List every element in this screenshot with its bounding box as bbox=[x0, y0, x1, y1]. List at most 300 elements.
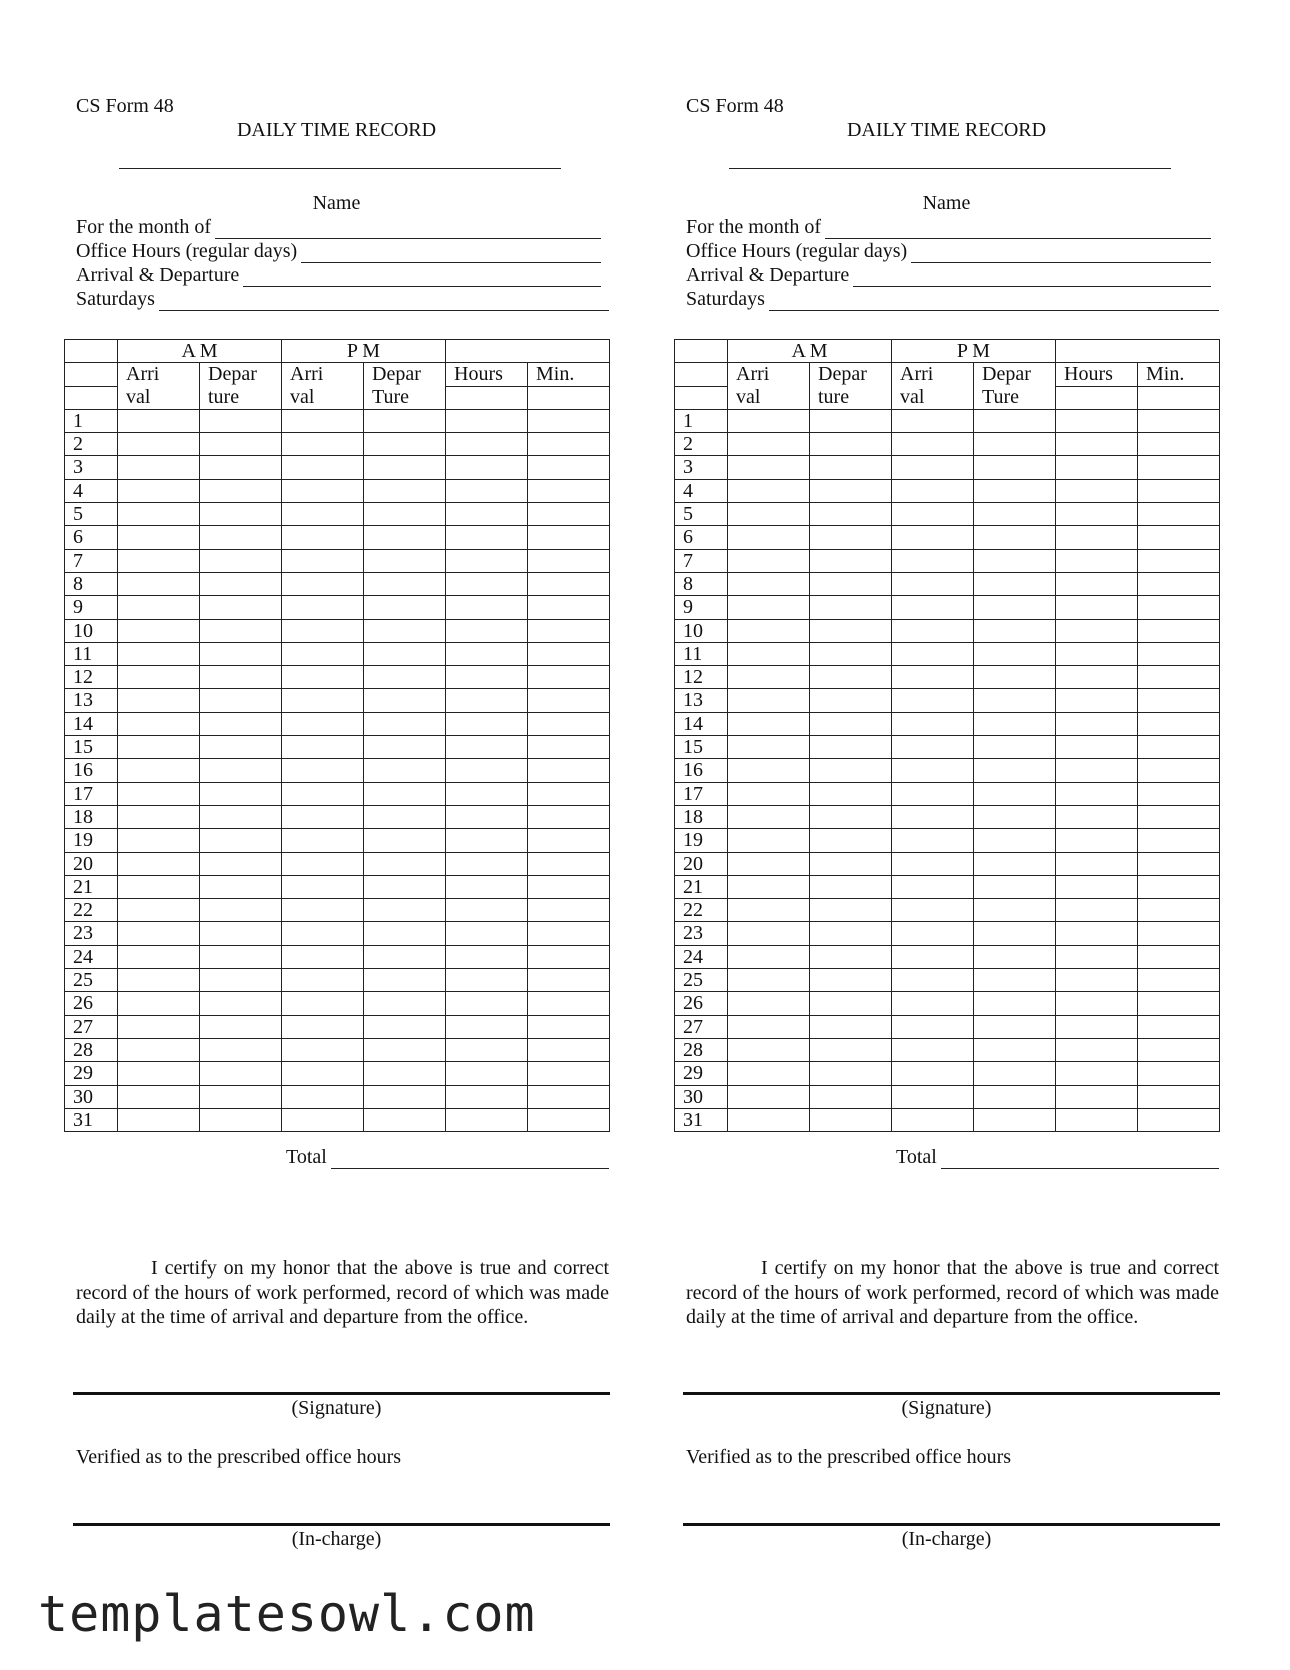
minutes-cell[interactable] bbox=[528, 666, 610, 689]
signature-line[interactable] bbox=[683, 1392, 1220, 1395]
pm-departure-cell[interactable] bbox=[364, 433, 446, 456]
pm-departure-cell[interactable] bbox=[974, 1038, 1056, 1061]
am-departure-cell[interactable] bbox=[810, 805, 892, 828]
hours-cell[interactable] bbox=[1056, 736, 1138, 759]
am-departure-cell[interactable] bbox=[810, 503, 892, 526]
pm-departure-cell[interactable] bbox=[974, 526, 1056, 549]
pm-arrival-cell[interactable] bbox=[282, 922, 364, 945]
am-arrival-cell[interactable] bbox=[118, 1108, 200, 1131]
hours-cell[interactable] bbox=[446, 829, 528, 852]
hours-cell[interactable] bbox=[446, 922, 528, 945]
pm-departure-cell[interactable] bbox=[974, 456, 1056, 479]
hours-cell[interactable] bbox=[446, 759, 528, 782]
am-arrival-cell[interactable] bbox=[118, 899, 200, 922]
am-arrival-cell[interactable] bbox=[118, 805, 200, 828]
pm-departure-cell[interactable] bbox=[364, 1015, 446, 1038]
am-arrival-cell[interactable] bbox=[118, 619, 200, 642]
am-departure-cell[interactable] bbox=[810, 829, 892, 852]
pm-departure-cell[interactable] bbox=[974, 1015, 1056, 1038]
minutes-cell[interactable] bbox=[1138, 805, 1220, 828]
hours-cell[interactable] bbox=[446, 1062, 528, 1085]
am-arrival-cell[interactable] bbox=[728, 479, 810, 502]
hours-cell[interactable] bbox=[446, 409, 528, 432]
minutes-cell[interactable] bbox=[528, 899, 610, 922]
minutes-cell[interactable] bbox=[1138, 899, 1220, 922]
am-arrival-cell[interactable] bbox=[728, 969, 810, 992]
am-arrival-cell[interactable] bbox=[118, 456, 200, 479]
pm-arrival-cell[interactable] bbox=[282, 805, 364, 828]
am-departure-cell[interactable] bbox=[810, 666, 892, 689]
am-arrival-cell[interactable] bbox=[728, 619, 810, 642]
pm-departure-cell[interactable] bbox=[974, 875, 1056, 898]
pm-arrival-cell[interactable] bbox=[892, 922, 974, 945]
am-departure-cell[interactable] bbox=[200, 759, 282, 782]
pm-arrival-cell[interactable] bbox=[282, 1038, 364, 1061]
am-departure-cell[interactable] bbox=[200, 1015, 282, 1038]
pm-departure-cell[interactable] bbox=[974, 549, 1056, 572]
hours-cell[interactable] bbox=[446, 1015, 528, 1038]
am-departure-cell[interactable] bbox=[200, 969, 282, 992]
pm-departure-cell[interactable] bbox=[364, 503, 446, 526]
pm-arrival-cell[interactable] bbox=[892, 736, 974, 759]
am-arrival-cell[interactable] bbox=[728, 1108, 810, 1131]
hours-cell[interactable] bbox=[446, 899, 528, 922]
am-arrival-cell[interactable] bbox=[728, 899, 810, 922]
hours-cell[interactable] bbox=[1056, 456, 1138, 479]
am-departure-cell[interactable] bbox=[200, 572, 282, 595]
hours-cell[interactable] bbox=[1056, 619, 1138, 642]
am-departure-cell[interactable] bbox=[810, 782, 892, 805]
pm-arrival-cell[interactable] bbox=[892, 1062, 974, 1085]
minutes-cell[interactable] bbox=[528, 619, 610, 642]
pm-arrival-cell[interactable] bbox=[892, 1015, 974, 1038]
hours-cell[interactable] bbox=[1056, 759, 1138, 782]
am-departure-cell[interactable] bbox=[200, 945, 282, 968]
am-departure-cell[interactable] bbox=[200, 875, 282, 898]
pm-arrival-cell[interactable] bbox=[282, 503, 364, 526]
pm-departure-cell[interactable] bbox=[364, 526, 446, 549]
pm-arrival-cell[interactable] bbox=[892, 899, 974, 922]
minutes-cell[interactable] bbox=[1138, 456, 1220, 479]
pm-arrival-cell[interactable] bbox=[282, 852, 364, 875]
hours-cell[interactable] bbox=[446, 689, 528, 712]
am-departure-cell[interactable] bbox=[200, 619, 282, 642]
pm-arrival-cell[interactable] bbox=[282, 945, 364, 968]
am-departure-cell[interactable] bbox=[200, 1108, 282, 1131]
pm-arrival-cell[interactable] bbox=[892, 1108, 974, 1131]
am-arrival-cell[interactable] bbox=[728, 572, 810, 595]
am-arrival-cell[interactable] bbox=[118, 1062, 200, 1085]
pm-arrival-cell[interactable] bbox=[892, 805, 974, 828]
pm-departure-cell[interactable] bbox=[974, 409, 1056, 432]
pm-departure-cell[interactable] bbox=[364, 619, 446, 642]
pm-arrival-cell[interactable] bbox=[282, 992, 364, 1015]
pm-departure-cell[interactable] bbox=[364, 736, 446, 759]
am-departure-cell[interactable] bbox=[810, 433, 892, 456]
am-departure-cell[interactable] bbox=[810, 1108, 892, 1131]
am-arrival-cell[interactable] bbox=[118, 969, 200, 992]
minutes-cell[interactable] bbox=[528, 1085, 610, 1108]
am-departure-cell[interactable] bbox=[200, 689, 282, 712]
pm-arrival-cell[interactable] bbox=[282, 736, 364, 759]
pm-arrival-cell[interactable] bbox=[892, 969, 974, 992]
minutes-cell[interactable] bbox=[528, 1062, 610, 1085]
hours-cell[interactable] bbox=[446, 479, 528, 502]
hours-cell[interactable] bbox=[1056, 1085, 1138, 1108]
pm-departure-cell[interactable] bbox=[974, 829, 1056, 852]
minutes-cell[interactable] bbox=[1138, 1038, 1220, 1061]
pm-arrival-cell[interactable] bbox=[892, 549, 974, 572]
pm-departure-cell[interactable] bbox=[364, 1085, 446, 1108]
name-field[interactable] bbox=[119, 168, 561, 169]
am-departure-cell[interactable] bbox=[810, 759, 892, 782]
am-departure-cell[interactable] bbox=[810, 596, 892, 619]
hours-cell[interactable] bbox=[446, 805, 528, 828]
pm-departure-cell[interactable] bbox=[974, 1062, 1056, 1085]
pm-departure-cell[interactable] bbox=[364, 1108, 446, 1131]
minutes-cell[interactable] bbox=[528, 852, 610, 875]
saturdays-field[interactable] bbox=[159, 292, 609, 311]
pm-departure-cell[interactable] bbox=[974, 992, 1056, 1015]
office-hours-field[interactable] bbox=[301, 244, 601, 263]
am-arrival-cell[interactable] bbox=[728, 736, 810, 759]
hours-cell[interactable] bbox=[1056, 572, 1138, 595]
minutes-cell[interactable] bbox=[528, 992, 610, 1015]
month-field[interactable] bbox=[825, 220, 1211, 239]
pm-arrival-cell[interactable] bbox=[892, 1038, 974, 1061]
am-arrival-cell[interactable] bbox=[728, 642, 810, 665]
am-arrival-cell[interactable] bbox=[728, 992, 810, 1015]
pm-arrival-cell[interactable] bbox=[892, 829, 974, 852]
pm-arrival-cell[interactable] bbox=[892, 619, 974, 642]
am-departure-cell[interactable] bbox=[200, 526, 282, 549]
pm-arrival-cell[interactable] bbox=[282, 875, 364, 898]
minutes-cell[interactable] bbox=[1138, 479, 1220, 502]
hours-cell[interactable] bbox=[446, 433, 528, 456]
pm-departure-cell[interactable] bbox=[974, 689, 1056, 712]
am-arrival-cell[interactable] bbox=[118, 992, 200, 1015]
hours-cell[interactable] bbox=[446, 549, 528, 572]
pm-arrival-cell[interactable] bbox=[892, 433, 974, 456]
hours-cell[interactable] bbox=[446, 642, 528, 665]
am-arrival-cell[interactable] bbox=[728, 596, 810, 619]
am-arrival-cell[interactable] bbox=[728, 433, 810, 456]
hours-cell[interactable] bbox=[446, 666, 528, 689]
am-departure-cell[interactable] bbox=[810, 736, 892, 759]
minutes-cell[interactable] bbox=[528, 572, 610, 595]
hours-cell[interactable] bbox=[446, 1108, 528, 1131]
am-departure-cell[interactable] bbox=[200, 992, 282, 1015]
pm-departure-cell[interactable] bbox=[974, 572, 1056, 595]
minutes-cell[interactable] bbox=[528, 736, 610, 759]
hours-cell[interactable] bbox=[446, 875, 528, 898]
pm-arrival-cell[interactable] bbox=[282, 712, 364, 735]
month-field[interactable] bbox=[215, 220, 601, 239]
hours-cell[interactable] bbox=[1056, 712, 1138, 735]
total-field[interactable] bbox=[331, 1150, 609, 1169]
minutes-cell[interactable] bbox=[1138, 712, 1220, 735]
am-arrival-cell[interactable] bbox=[728, 875, 810, 898]
hours-cell[interactable] bbox=[446, 572, 528, 595]
am-departure-cell[interactable] bbox=[810, 479, 892, 502]
pm-arrival-cell[interactable] bbox=[892, 992, 974, 1015]
am-arrival-cell[interactable] bbox=[118, 689, 200, 712]
pm-arrival-cell[interactable] bbox=[892, 666, 974, 689]
pm-arrival-cell[interactable] bbox=[282, 782, 364, 805]
hours-cell[interactable] bbox=[1056, 689, 1138, 712]
pm-departure-cell[interactable] bbox=[364, 549, 446, 572]
am-arrival-cell[interactable] bbox=[118, 503, 200, 526]
pm-departure-cell[interactable] bbox=[364, 712, 446, 735]
pm-arrival-cell[interactable] bbox=[892, 945, 974, 968]
am-arrival-cell[interactable] bbox=[728, 1085, 810, 1108]
pm-departure-cell[interactable] bbox=[364, 922, 446, 945]
am-arrival-cell[interactable] bbox=[728, 503, 810, 526]
am-departure-cell[interactable] bbox=[200, 503, 282, 526]
hours-cell[interactable] bbox=[446, 969, 528, 992]
pm-departure-cell[interactable] bbox=[364, 829, 446, 852]
name-field[interactable] bbox=[729, 168, 1171, 169]
minutes-cell[interactable] bbox=[1138, 1015, 1220, 1038]
am-departure-cell[interactable] bbox=[810, 549, 892, 572]
minutes-cell[interactable] bbox=[528, 409, 610, 432]
am-arrival-cell[interactable] bbox=[728, 712, 810, 735]
minutes-cell[interactable] bbox=[528, 759, 610, 782]
am-arrival-cell[interactable] bbox=[118, 736, 200, 759]
am-departure-cell[interactable] bbox=[810, 526, 892, 549]
am-departure-cell[interactable] bbox=[200, 409, 282, 432]
hours-cell[interactable] bbox=[446, 456, 528, 479]
minutes-cell[interactable] bbox=[1138, 992, 1220, 1015]
minutes-cell[interactable] bbox=[1138, 969, 1220, 992]
pm-arrival-cell[interactable] bbox=[282, 549, 364, 572]
hours-cell[interactable] bbox=[446, 1085, 528, 1108]
pm-arrival-cell[interactable] bbox=[892, 852, 974, 875]
pm-departure-cell[interactable] bbox=[364, 992, 446, 1015]
am-arrival-cell[interactable] bbox=[118, 433, 200, 456]
minutes-cell[interactable] bbox=[528, 875, 610, 898]
pm-arrival-cell[interactable] bbox=[282, 409, 364, 432]
am-departure-cell[interactable] bbox=[810, 875, 892, 898]
hours-cell[interactable] bbox=[1056, 549, 1138, 572]
am-arrival-cell[interactable] bbox=[118, 666, 200, 689]
am-departure-cell[interactable] bbox=[810, 899, 892, 922]
am-arrival-cell[interactable] bbox=[118, 549, 200, 572]
am-departure-cell[interactable] bbox=[200, 456, 282, 479]
pm-departure-cell[interactable] bbox=[974, 782, 1056, 805]
am-departure-cell[interactable] bbox=[200, 642, 282, 665]
pm-arrival-cell[interactable] bbox=[282, 526, 364, 549]
am-departure-cell[interactable] bbox=[810, 852, 892, 875]
pm-arrival-cell[interactable] bbox=[892, 1085, 974, 1108]
pm-arrival-cell[interactable] bbox=[282, 596, 364, 619]
minutes-cell[interactable] bbox=[1138, 666, 1220, 689]
pm-departure-cell[interactable] bbox=[364, 852, 446, 875]
pm-departure-cell[interactable] bbox=[974, 852, 1056, 875]
minutes-cell[interactable] bbox=[1138, 619, 1220, 642]
minutes-cell[interactable] bbox=[528, 712, 610, 735]
minutes-cell[interactable] bbox=[1138, 945, 1220, 968]
minutes-cell[interactable] bbox=[528, 689, 610, 712]
am-arrival-cell[interactable] bbox=[728, 759, 810, 782]
am-arrival-cell[interactable] bbox=[118, 1038, 200, 1061]
minutes-cell[interactable] bbox=[528, 969, 610, 992]
am-arrival-cell[interactable] bbox=[728, 526, 810, 549]
pm-arrival-cell[interactable] bbox=[892, 782, 974, 805]
am-departure-cell[interactable] bbox=[200, 712, 282, 735]
pm-arrival-cell[interactable] bbox=[282, 1062, 364, 1085]
pm-arrival-cell[interactable] bbox=[892, 526, 974, 549]
minutes-cell[interactable] bbox=[528, 782, 610, 805]
hours-cell[interactable] bbox=[446, 1038, 528, 1061]
am-departure-cell[interactable] bbox=[810, 992, 892, 1015]
hours-cell[interactable] bbox=[446, 736, 528, 759]
pm-arrival-cell[interactable] bbox=[892, 456, 974, 479]
am-arrival-cell[interactable] bbox=[728, 1038, 810, 1061]
am-arrival-cell[interactable] bbox=[118, 409, 200, 432]
pm-arrival-cell[interactable] bbox=[892, 689, 974, 712]
am-arrival-cell[interactable] bbox=[118, 945, 200, 968]
pm-arrival-cell[interactable] bbox=[892, 875, 974, 898]
pm-departure-cell[interactable] bbox=[364, 642, 446, 665]
minutes-cell[interactable] bbox=[528, 1015, 610, 1038]
pm-departure-cell[interactable] bbox=[974, 479, 1056, 502]
minutes-cell[interactable] bbox=[528, 1038, 610, 1061]
hours-cell[interactable] bbox=[1056, 642, 1138, 665]
am-departure-cell[interactable] bbox=[810, 642, 892, 665]
pm-departure-cell[interactable] bbox=[364, 969, 446, 992]
pm-departure-cell[interactable] bbox=[364, 875, 446, 898]
pm-arrival-cell[interactable] bbox=[282, 479, 364, 502]
am-departure-cell[interactable] bbox=[810, 1015, 892, 1038]
pm-arrival-cell[interactable] bbox=[282, 666, 364, 689]
hours-cell[interactable] bbox=[1056, 992, 1138, 1015]
pm-departure-cell[interactable] bbox=[974, 899, 1056, 922]
am-arrival-cell[interactable] bbox=[118, 1015, 200, 1038]
am-departure-cell[interactable] bbox=[200, 899, 282, 922]
am-arrival-cell[interactable] bbox=[118, 852, 200, 875]
minutes-cell[interactable] bbox=[528, 479, 610, 502]
am-arrival-cell[interactable] bbox=[728, 666, 810, 689]
pm-arrival-cell[interactable] bbox=[282, 619, 364, 642]
minutes-cell[interactable] bbox=[528, 1108, 610, 1131]
am-departure-cell[interactable] bbox=[810, 1062, 892, 1085]
minutes-cell[interactable] bbox=[528, 642, 610, 665]
pm-arrival-cell[interactable] bbox=[282, 433, 364, 456]
pm-departure-cell[interactable] bbox=[974, 619, 1056, 642]
am-arrival-cell[interactable] bbox=[118, 1085, 200, 1108]
pm-departure-cell[interactable] bbox=[974, 922, 1056, 945]
hours-cell[interactable] bbox=[1056, 433, 1138, 456]
am-arrival-cell[interactable] bbox=[118, 526, 200, 549]
pm-departure-cell[interactable] bbox=[974, 642, 1056, 665]
am-arrival-cell[interactable] bbox=[118, 875, 200, 898]
pm-arrival-cell[interactable] bbox=[282, 1015, 364, 1038]
am-arrival-cell[interactable] bbox=[728, 1062, 810, 1085]
hours-cell[interactable] bbox=[1056, 409, 1138, 432]
am-arrival-cell[interactable] bbox=[728, 945, 810, 968]
pm-arrival-cell[interactable] bbox=[892, 479, 974, 502]
am-arrival-cell[interactable] bbox=[728, 1015, 810, 1038]
minutes-cell[interactable] bbox=[1138, 549, 1220, 572]
am-departure-cell[interactable] bbox=[200, 549, 282, 572]
pm-departure-cell[interactable] bbox=[364, 572, 446, 595]
minutes-cell[interactable] bbox=[1138, 759, 1220, 782]
minutes-cell[interactable] bbox=[1138, 596, 1220, 619]
hours-cell[interactable] bbox=[446, 503, 528, 526]
am-departure-cell[interactable] bbox=[810, 456, 892, 479]
hours-cell[interactable] bbox=[1056, 596, 1138, 619]
minutes-cell[interactable] bbox=[528, 549, 610, 572]
pm-departure-cell[interactable] bbox=[974, 805, 1056, 828]
am-arrival-cell[interactable] bbox=[118, 782, 200, 805]
hours-cell[interactable] bbox=[446, 852, 528, 875]
hours-cell[interactable] bbox=[1056, 945, 1138, 968]
hours-cell[interactable] bbox=[1056, 875, 1138, 898]
am-departure-cell[interactable] bbox=[200, 479, 282, 502]
am-arrival-cell[interactable] bbox=[118, 642, 200, 665]
hours-cell[interactable] bbox=[446, 992, 528, 1015]
minutes-cell[interactable] bbox=[528, 503, 610, 526]
pm-departure-cell[interactable] bbox=[974, 433, 1056, 456]
am-arrival-cell[interactable] bbox=[728, 922, 810, 945]
pm-departure-cell[interactable] bbox=[364, 666, 446, 689]
am-departure-cell[interactable] bbox=[810, 1038, 892, 1061]
pm-departure-cell[interactable] bbox=[364, 782, 446, 805]
minutes-cell[interactable] bbox=[1138, 1108, 1220, 1131]
am-arrival-cell[interactable] bbox=[118, 829, 200, 852]
pm-arrival-cell[interactable] bbox=[282, 1108, 364, 1131]
hours-cell[interactable] bbox=[446, 712, 528, 735]
minutes-cell[interactable] bbox=[1138, 1062, 1220, 1085]
minutes-cell[interactable] bbox=[1138, 689, 1220, 712]
minutes-cell[interactable] bbox=[1138, 433, 1220, 456]
in-charge-line[interactable] bbox=[683, 1523, 1220, 1526]
pm-arrival-cell[interactable] bbox=[892, 572, 974, 595]
pm-arrival-cell[interactable] bbox=[282, 969, 364, 992]
pm-departure-cell[interactable] bbox=[364, 899, 446, 922]
am-departure-cell[interactable] bbox=[810, 969, 892, 992]
minutes-cell[interactable] bbox=[1138, 852, 1220, 875]
am-departure-cell[interactable] bbox=[810, 945, 892, 968]
hours-cell[interactable] bbox=[1056, 969, 1138, 992]
hours-cell[interactable] bbox=[1056, 1038, 1138, 1061]
am-departure-cell[interactable] bbox=[200, 852, 282, 875]
pm-departure-cell[interactable] bbox=[974, 945, 1056, 968]
am-arrival-cell[interactable] bbox=[118, 922, 200, 945]
hours-cell[interactable] bbox=[1056, 479, 1138, 502]
minutes-cell[interactable] bbox=[528, 433, 610, 456]
pm-arrival-cell[interactable] bbox=[282, 1085, 364, 1108]
hours-cell[interactable] bbox=[1056, 503, 1138, 526]
hours-cell[interactable] bbox=[1056, 852, 1138, 875]
minutes-cell[interactable] bbox=[528, 829, 610, 852]
hours-cell[interactable] bbox=[446, 782, 528, 805]
minutes-cell[interactable] bbox=[1138, 922, 1220, 945]
minutes-cell[interactable] bbox=[1138, 642, 1220, 665]
pm-departure-cell[interactable] bbox=[974, 666, 1056, 689]
arrival-departure-field[interactable] bbox=[853, 268, 1211, 287]
hours-cell[interactable] bbox=[1056, 1108, 1138, 1131]
pm-departure-cell[interactable] bbox=[364, 945, 446, 968]
pm-departure-cell[interactable] bbox=[974, 596, 1056, 619]
am-departure-cell[interactable] bbox=[200, 1038, 282, 1061]
am-arrival-cell[interactable] bbox=[728, 549, 810, 572]
pm-departure-cell[interactable] bbox=[974, 759, 1056, 782]
pm-arrival-cell[interactable] bbox=[282, 642, 364, 665]
am-arrival-cell[interactable] bbox=[118, 479, 200, 502]
am-departure-cell[interactable] bbox=[200, 805, 282, 828]
